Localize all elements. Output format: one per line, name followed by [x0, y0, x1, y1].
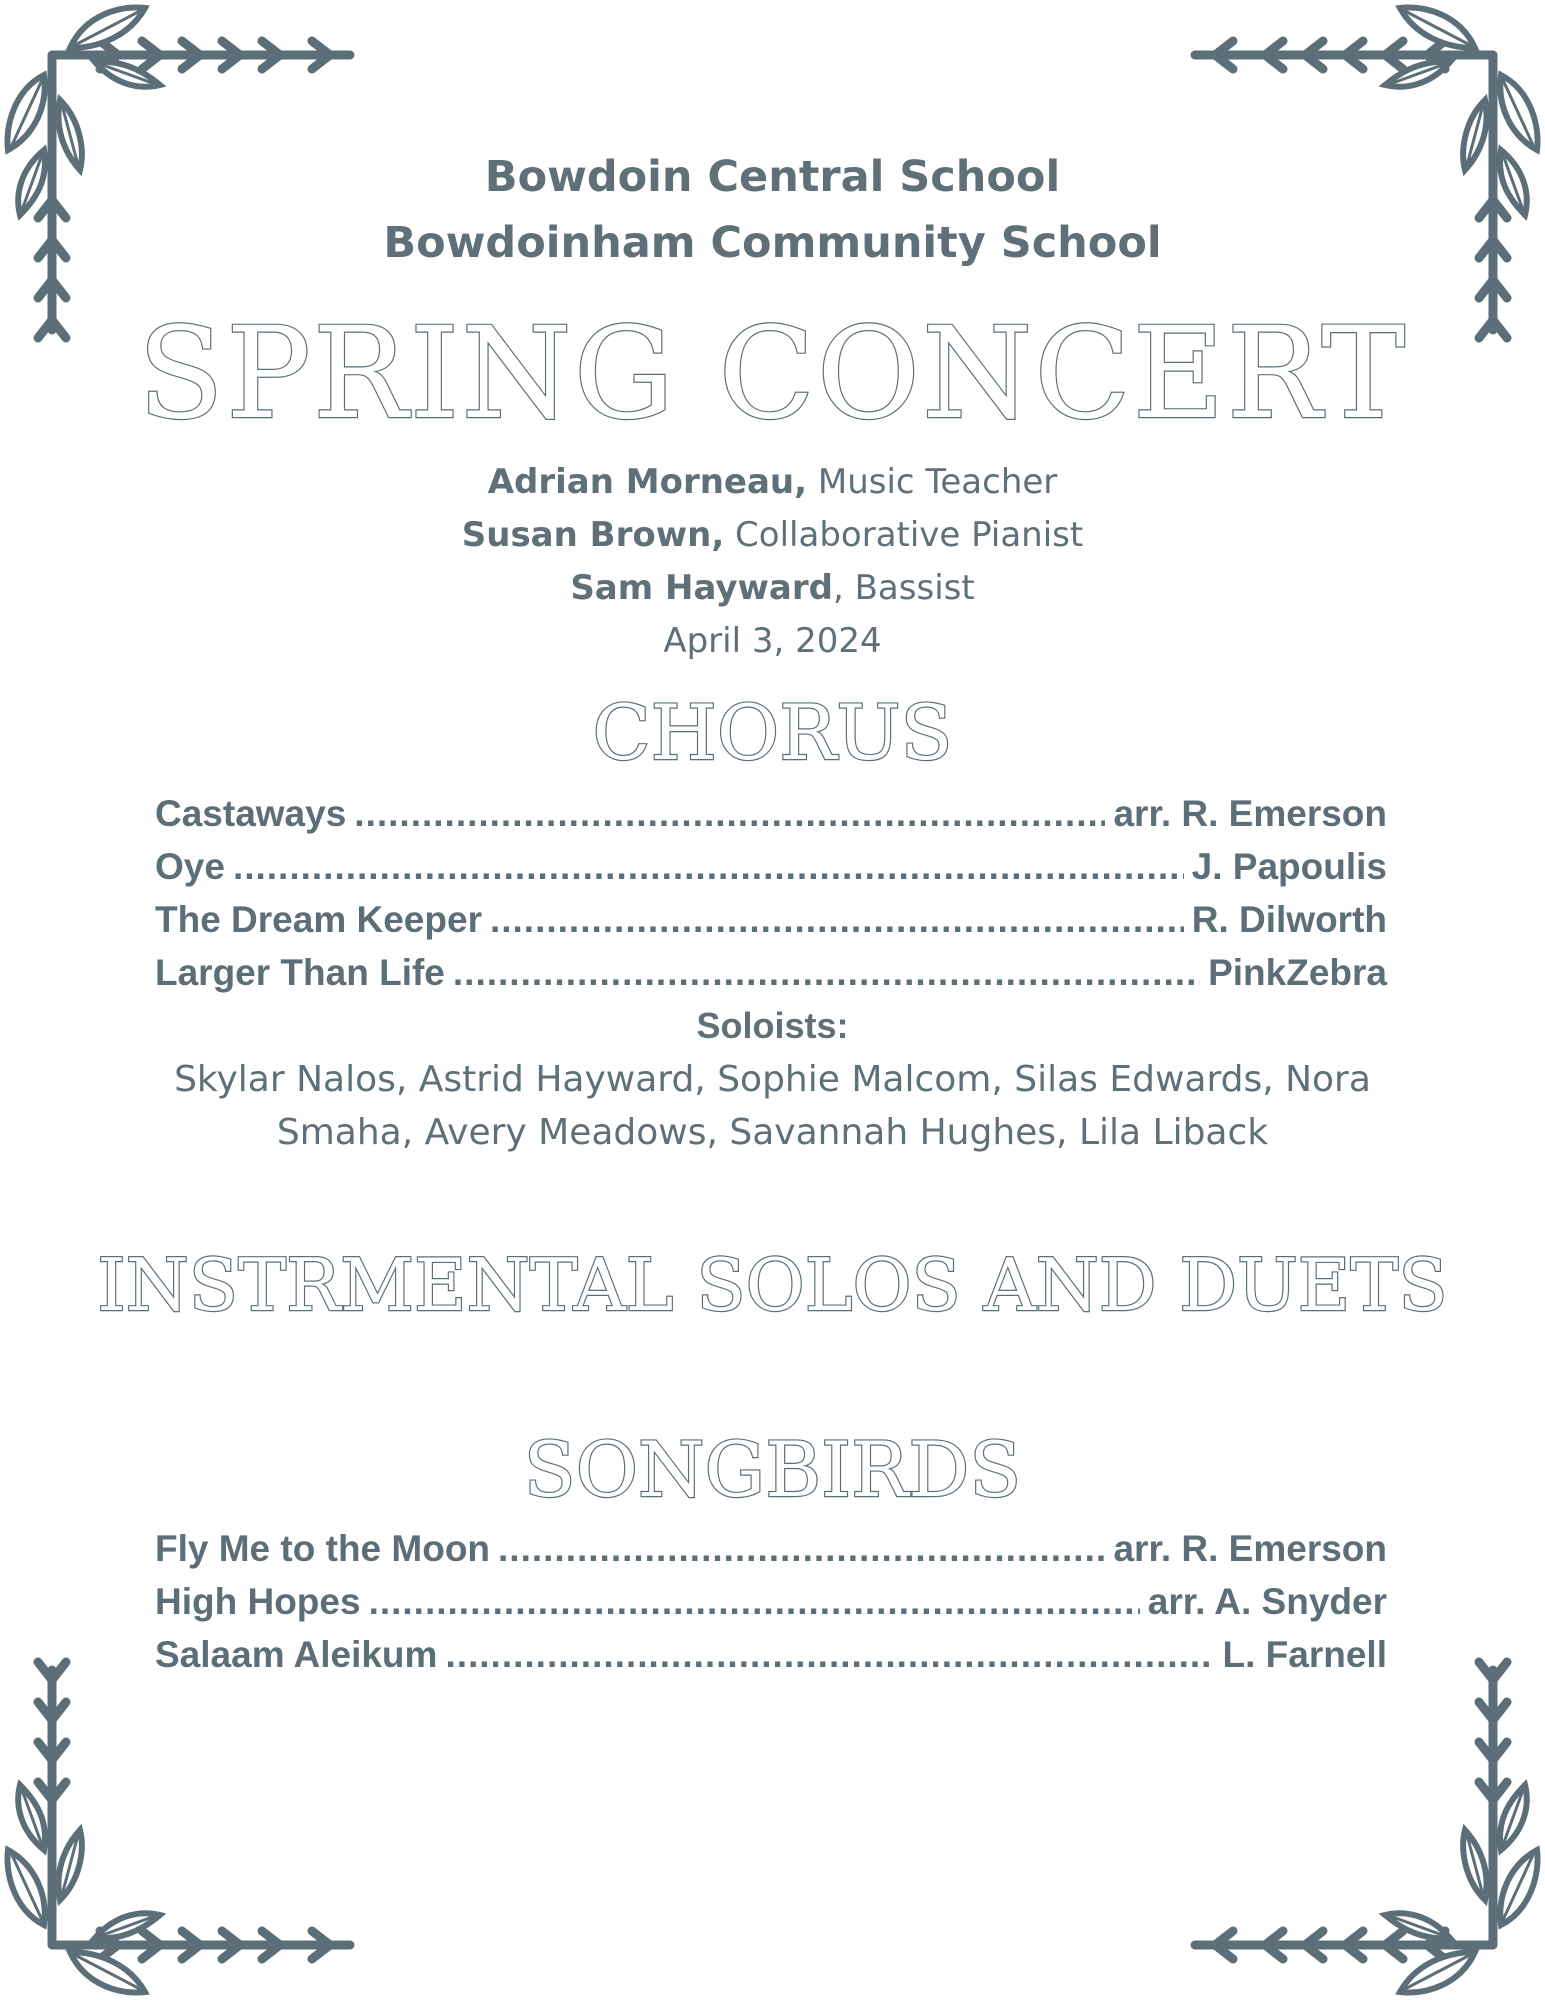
soloists-line-2: Smaha, Avery Meadows, Savannah Hughes, Lila Liback — [276, 1112, 1269, 1153]
leader-dots — [490, 899, 1184, 941]
credit-name: Susan Brown, — [461, 515, 725, 555]
piece-title: Fly Me to the Moon — [155, 1528, 491, 1569]
program-item — [155, 1634, 1387, 1676]
program-item — [155, 846, 1387, 888]
section-heading-chorus: CHORUS — [592, 688, 953, 777]
school-name-1: Bowdoin Central School — [484, 152, 1061, 202]
school-name-2: Bowdoinham Community School — [383, 218, 1162, 268]
credit-role: Collaborative Pianist — [724, 515, 1084, 555]
soloists-label: Soloists: — [696, 1005, 849, 1046]
credit-name: Sam Hayward — [570, 568, 833, 608]
credit-pianist — [0, 515, 1545, 555]
section-heading-songbirds: SONGBIRDS — [523, 1425, 1022, 1514]
soloists-line-1: Skylar Nalos, Astrid Hayward, Sophie Malcom, Silas Edwards, Nora — [174, 1059, 1371, 1100]
piece-composer: J. Papoulis — [1191, 846, 1387, 887]
leaf-ornament-bottom-right-icon — [1185, 1640, 1545, 2000]
piece-composer: arr. R. Emerson — [1113, 793, 1387, 834]
piece-composer: PinkZebra — [1208, 952, 1387, 993]
leaf-ornament-bottom-left-icon — [0, 1640, 360, 2000]
piece-composer: arr. R. Emerson — [1113, 1528, 1387, 1569]
program-item — [155, 1581, 1387, 1623]
credit-teacher — [0, 462, 1545, 502]
piece-title: Oye — [155, 846, 225, 887]
leader-dots — [369, 1581, 1140, 1623]
leader-dots — [445, 1634, 1214, 1676]
piece-composer: arr. A. Snyder — [1147, 1581, 1387, 1622]
credit-bassist — [0, 568, 1545, 608]
piece-composer: R. Dilworth — [1191, 899, 1387, 940]
program-item — [155, 952, 1387, 994]
leader-dots — [498, 1528, 1105, 1570]
section-heading-instrumental: INSTRMENTAL SOLOS AND DUETS — [97, 1243, 1448, 1327]
piece-title: Larger Than Life — [155, 952, 445, 993]
leader-dots — [354, 793, 1105, 835]
piece-composer: L. Farnell — [1222, 1634, 1387, 1675]
credit-role: , Bassist — [832, 568, 975, 608]
leader-dots — [453, 952, 1200, 994]
piece-title: Salaam Aleikum — [155, 1634, 438, 1675]
leader-dots — [233, 846, 1184, 888]
program-item — [155, 1528, 1387, 1570]
piece-title: High Hopes — [155, 1581, 361, 1622]
piece-title: The Dream Keeper — [155, 899, 482, 940]
program-item — [155, 793, 1387, 835]
page-title: SPRING CONCERT — [137, 300, 1408, 447]
concert-date: April 3, 2024 — [663, 621, 882, 661]
credit-name: Adrian Morneau, — [487, 462, 808, 502]
credit-role: Music Teacher — [807, 462, 1058, 502]
piece-title: Castaways — [155, 793, 347, 834]
program-item — [155, 899, 1387, 941]
